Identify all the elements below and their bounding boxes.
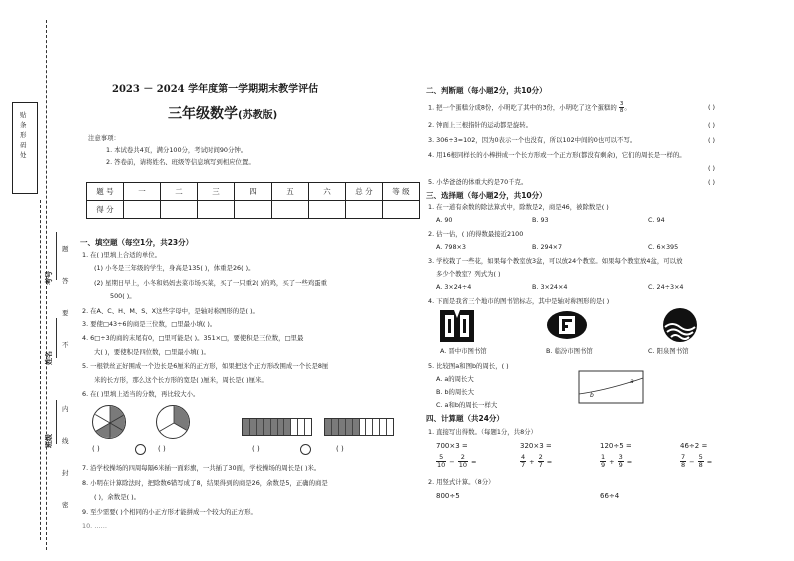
fraction-circle-left-svg: [93, 406, 126, 439]
s3-q5-opt-a[interactable]: A. a的周长大: [436, 375, 474, 383]
judge-blank-2[interactable]: ( ): [708, 121, 716, 129]
denominator: 8: [681, 461, 686, 469]
seal-char: 不: [62, 341, 69, 349]
s2-q5: 5. 小华爸爸的体重大约是70千克。: [428, 178, 528, 186]
s2-q2: 2. 钟面上三根指针的运动都是旋转。: [428, 121, 532, 129]
seal-char: 密: [62, 501, 69, 509]
seal-char: 要: [62, 309, 69, 317]
denominator: 9: [618, 461, 623, 469]
numerator: 5: [439, 453, 444, 461]
s3-q5-opt-b[interactable]: B. b的周长大: [436, 388, 475, 396]
vertical-calc-1: 800÷5: [436, 492, 460, 500]
field-exam-no: 考号: [45, 271, 53, 285]
fraction: [600, 454, 606, 469]
score-cell[interactable]: [161, 201, 198, 219]
score-cell[interactable]: [309, 201, 346, 219]
compare-blank-3[interactable]: ( ): [252, 445, 260, 453]
s2-q4: 4. 用16根同样长的小棒拼成一个长方形或一个正方形(都没有剩余)，它们的周长是一样的。: [428, 151, 686, 159]
s1-q10-cut: 10. ……: [82, 522, 107, 530]
fraction-circle-right-svg: [157, 406, 190, 439]
s3-q4-opt-a[interactable]: A. 晋中市图书馆: [440, 347, 487, 355]
s1-q8-cont: ( )，余数是( )。: [94, 493, 140, 501]
seal-char: 题: [62, 245, 69, 253]
s1-q1b: (2) 星期日早上，小冬和妈妈去菜市场买菜，买了一只重2( )的鸡，买了一些鸡蛋重: [94, 279, 328, 287]
fraction-calc: [600, 454, 632, 469]
s3-q3-opt-c[interactable]: C. 24÷3×4: [648, 283, 684, 291]
compare-blank-1[interactable]: ( ): [92, 445, 100, 453]
score-cell[interactable]: [124, 201, 161, 219]
seal-char: 线: [62, 437, 69, 445]
s1-q4: 4. 6□÷3的商的末尾有0，□里可能是( )。351×□，要使积是三位数，□里最: [82, 334, 304, 342]
binding-line: [46, 20, 47, 550]
s4-q1: 1. 直接写出得数。（每题1分，共8分）: [428, 428, 537, 436]
class-blank[interactable]: [56, 400, 57, 444]
numerator: 3: [619, 101, 624, 107]
score-header-row: [87, 183, 420, 201]
s2-q3: 3. 306÷3=102，因为0表示一个也没有，所以102中间的0也可以不写。: [428, 136, 637, 144]
fraction: [458, 454, 468, 469]
s3-q3-cont: 多少个教室？列式为( ): [436, 270, 501, 278]
s3-q1-opt-c[interactable]: C. 94: [648, 216, 665, 224]
s1-q1b-cont: 500( )。: [110, 292, 136, 300]
denominator: 7: [538, 461, 543, 469]
vertical-calc-2: 66÷4: [600, 492, 620, 500]
judge-blank-5[interactable]: ( ): [708, 178, 716, 186]
fraction: [538, 454, 544, 469]
s1-q7: 7. 沿学校操场的四周每隔6米插一面彩旗，一共插了30面，学校操场的周长是( )米。: [82, 464, 321, 472]
s1-q1: 1. 在( )里填上合适的单位。: [82, 251, 162, 259]
operator: −: [449, 457, 455, 466]
calc-2: 320×3 =: [520, 442, 552, 450]
field-name: 姓名: [45, 351, 53, 365]
s3-q2-opt-a[interactable]: A. 798×3: [436, 243, 466, 251]
linfen-library-logo: [546, 310, 588, 340]
s1-q1a: (1) 小冬是三年级的学生，身高是135( )，体重是26( )。: [94, 264, 255, 272]
compare-circle-2[interactable]: [300, 444, 311, 455]
fraction-circle-right: [156, 405, 190, 439]
section4-title: 四、计算题（共24分）: [426, 414, 504, 423]
seal-char: 内: [62, 405, 69, 413]
notes-item-1: 1. 本试卷共4页，满分100分，考试时间90分钟。: [106, 146, 248, 154]
judge-blank-3[interactable]: ( ): [708, 136, 716, 144]
calc-1: 700×3 =: [436, 442, 468, 450]
denominator: 10: [458, 461, 468, 469]
barcode-label: 贴条形码处: [20, 111, 27, 159]
numerator: 2: [538, 453, 543, 461]
denominator: 10: [437, 461, 446, 469]
score-value-row: [87, 201, 420, 219]
s3-q5: 5. 比较图a和图b的周长，( ): [428, 362, 509, 370]
score-header-cell: 总 分: [346, 183, 383, 201]
numerator: 5: [698, 453, 703, 461]
s3-q2-opt-b[interactable]: B. 294×7: [532, 243, 563, 251]
numerator: 4: [521, 453, 526, 461]
s3-q1-opt-a[interactable]: A. 90: [436, 216, 453, 224]
s4-q2: 2. 用竖式计算。（8分）: [428, 478, 495, 486]
operator: +: [529, 457, 535, 466]
compare-blank-4[interactable]: ( ): [336, 445, 344, 453]
s3-q2-opt-c[interactable]: C. 6×395: [648, 243, 679, 251]
denominator: 8: [619, 108, 624, 114]
exam-no-blank[interactable]: [56, 232, 57, 280]
equals-sign: =: [546, 457, 553, 466]
calc-3: 120÷5 =: [600, 442, 632, 450]
equals-sign: =: [471, 457, 477, 466]
fraction-calc: [520, 454, 552, 469]
fraction: [520, 454, 526, 469]
section1-title: 一、填空题（每空1分，共23分）: [80, 238, 194, 247]
judge-blank-4[interactable]: ( ): [708, 164, 716, 172]
compare-circle-1[interactable]: [135, 444, 146, 455]
score-row-label: 得 分: [87, 201, 124, 219]
seal-char: 封: [62, 469, 69, 477]
s3-q4-opt-c[interactable]: C. 阳泉图书馆: [648, 347, 689, 355]
s1-q9: 9. 至少需要( )个相同的小正方形才能拼成一个较大的正方形。: [82, 508, 257, 516]
score-header-cell: 等 级: [383, 183, 420, 201]
section3-title: 三、选择题（每小题2分，共10分）: [426, 191, 547, 200]
score-cell[interactable]: [235, 201, 272, 219]
fraction-calc: [680, 454, 712, 469]
s1-q3: 3. 要使□43÷6的商是三位数，□里最小填( )。: [82, 320, 217, 328]
compare-blank-2[interactable]: ( ): [158, 445, 166, 453]
s1-q4-cont: 大( )，要使积是四位数，□里最小填( )。: [94, 348, 210, 356]
score-header-cell: 题 号: [87, 183, 124, 201]
judge-blank-1[interactable]: ( ): [708, 103, 716, 111]
denominator: 8: [698, 461, 703, 469]
s3-q1: 1. 在一道有余数的除法算式中，除数是2，商是46，被除数是( ): [428, 203, 609, 211]
s1-q5-cont: 米的长方形，那么这个长方形的宽是( )厘米，周长是( )厘米。: [94, 376, 268, 384]
seal-char: 答: [62, 277, 69, 285]
equals-sign: =: [706, 457, 713, 466]
score-cell[interactable]: [198, 201, 235, 219]
score-cell[interactable]: [383, 201, 420, 219]
score-header-cell: 四: [235, 183, 272, 201]
s3-q3-opt-b[interactable]: B. 3×24×4: [532, 283, 568, 291]
calc-4: 46÷2 =: [680, 442, 708, 450]
binding-line-inner: [40, 200, 41, 540]
figure-label-b: b: [590, 392, 594, 399]
score-header-cell: 二: [161, 183, 198, 201]
s1-q6: 6. 在( )里填上适当的分数，再比较大小。: [82, 390, 200, 398]
numerator: 1: [601, 453, 606, 461]
fraction: [698, 454, 704, 469]
fraction: [680, 454, 686, 469]
s3-q5-opt-c[interactable]: C. a和b的周长一样大: [436, 401, 498, 409]
denominator: 7: [521, 461, 526, 469]
s1-q2: 2. 在A、C、H、M、S、X这些字母中，是轴对称图形的是( )。: [82, 307, 259, 315]
figure-label-a: a: [630, 378, 634, 385]
edition: (苏教版): [238, 110, 278, 121]
score-table: [86, 182, 420, 219]
subject-name: 三年级数学: [168, 106, 238, 122]
fraction: [618, 454, 624, 469]
s1-q8: 8. 小明在计算除法时，把除数6错写成了8，结果得到的商是26，余数是5，正确的商是: [82, 479, 328, 487]
field-class: 班级: [45, 434, 53, 448]
denominator: 9: [601, 461, 606, 469]
s2-q1: [428, 101, 631, 114]
fraction-bar-left: [242, 418, 312, 436]
s3-q4-opt-b[interactable]: B. 临汾市图书馆: [546, 347, 593, 355]
s3-q2: 2. 估一估，( )的得数最接近2100: [428, 230, 524, 238]
score-cell[interactable]: [272, 201, 309, 219]
fraction-circle-left: [92, 405, 126, 439]
operator: −: [689, 457, 695, 466]
notes-item-2: 2. 答卷前，请将姓名、班级等信息填写到相应位置。: [106, 158, 255, 166]
fraction: [436, 454, 446, 469]
score-cell[interactable]: [346, 201, 383, 219]
jinzhong-library-logo: [440, 310, 474, 342]
score-header-cell: 一: [124, 183, 161, 201]
operator: +: [609, 457, 615, 466]
s3-q3-opt-a[interactable]: A. 3×24÷4: [436, 283, 472, 291]
exam-title: 2023 － 2024 学年度第一学期期末教学评估: [112, 84, 319, 95]
numerator: 7: [681, 453, 686, 461]
notes-heading: 注意事项：: [88, 134, 120, 142]
section2-title: 二、判断题（每小题2分，共10分）: [426, 86, 547, 95]
score-header-cell: 五: [272, 183, 309, 201]
s2-q1-text: 1. 把一个蛋糕分成8份，小明吃了其中的3份，小明吃了这个蛋糕的: [428, 103, 617, 112]
perimeter-figure: [578, 370, 644, 404]
s2-q1-tail: 。: [624, 103, 631, 112]
numerator: 3: [618, 453, 623, 461]
fraction-bar-right: [324, 418, 394, 436]
score-header-cell: 三: [198, 183, 235, 201]
fraction-calc: [436, 454, 476, 469]
s3-q3: 3. 学校栽了一些花，如果每个教室放3盆，可以放24个教室。如果每个教室放4盆，可以放: [428, 257, 683, 265]
score-header-cell: 六: [309, 183, 346, 201]
numerator: 2: [460, 453, 465, 461]
yangquan-library-logo: [662, 307, 698, 343]
subject-title: [168, 103, 277, 123]
name-blank[interactable]: [56, 318, 57, 358]
s3-q1-opt-b[interactable]: B. 93: [532, 216, 549, 224]
s1-q5: 5. 一根铁丝正好围成一个边长是6厘米的正方形，如果把这个正方形改围成一个长是8厘: [82, 362, 329, 370]
s3-q4: 4. 下面是我省三个地市的图书馆标志，其中是轴对称图形的是( ): [428, 297, 610, 305]
equals-sign: =: [626, 457, 633, 466]
